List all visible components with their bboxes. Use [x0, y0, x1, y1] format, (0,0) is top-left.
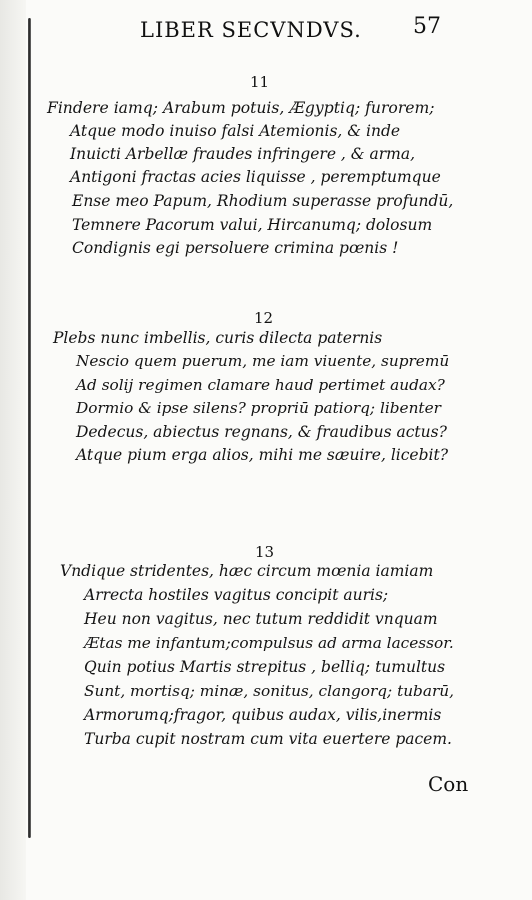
verse-line: Ad solij regimen clamare haud pertimet audax?: [76, 376, 445, 394]
running-head: LIBER SECVNDVS.: [140, 18, 362, 42]
verse-line: Dedecus, abiectus regnans, & fraudibus actus?: [76, 423, 447, 441]
verse-line: Sunt, mortisq; minæ, sonitus, clangorq; tubarū,: [84, 682, 455, 700]
verse-line: Turba cupit nostram cum vita euertere pacem.: [84, 730, 452, 748]
section-number-12: 12: [254, 309, 274, 327]
verse-line: Vndique stridentes, hæc circum mœnia iamiam: [60, 562, 434, 580]
section-number-13: 13: [255, 543, 275, 561]
verse-line: Atque modo inuiso falsi Atemionis, & inde: [70, 122, 401, 140]
verse-line: Antigoni fractas acies liquisse , peremptumque: [70, 168, 441, 186]
verse-line: Ætas me infantum;compulsus ad arma lacessor.: [84, 634, 454, 652]
verse-line: Arrecta hostiles vagitus concipit auris;: [84, 586, 389, 604]
verse-line: Temnere Pacorum valui, Hircanumq; dolosum: [72, 216, 433, 234]
verse-line: Inuicti Arbellæ fraudes infringere , & arma,: [70, 145, 416, 163]
verse-line: Armorumq;fragor, quibus audax, vilis,inermis: [84, 706, 442, 724]
verse-line: Ense meo Papum, Rhodium superasse profundū,: [72, 192, 454, 210]
verse-line: Nescio quem puerum, me iam viuente, supremū: [76, 352, 450, 370]
section-number-11: 11: [250, 73, 270, 91]
verse-line: Condignis egi persoluere crimina pœnis !: [72, 239, 399, 257]
verse-line: Heu non vagitus, nec tutum reddidit vnquam: [84, 610, 438, 628]
gutter-shadow: [0, 0, 26, 900]
verse-line: Atque pium erga alios, mihi me sæuire, licebit?: [76, 446, 449, 464]
verse-line: Findere iamq; Arabum potuis, Ægyptiq; furorem;: [47, 99, 435, 117]
catchword: Con: [428, 772, 469, 796]
binding-edge: [28, 18, 31, 838]
page-number: 57: [413, 14, 441, 39]
verse-line: Dormio & ipse silens? propriū patiorq; libenter: [76, 399, 441, 417]
verse-line: Quin potius Martis strepitus , belliq; tumultus: [84, 658, 446, 676]
verse-line: Plebs nunc imbellis, curis dilecta paternis: [53, 329, 383, 347]
